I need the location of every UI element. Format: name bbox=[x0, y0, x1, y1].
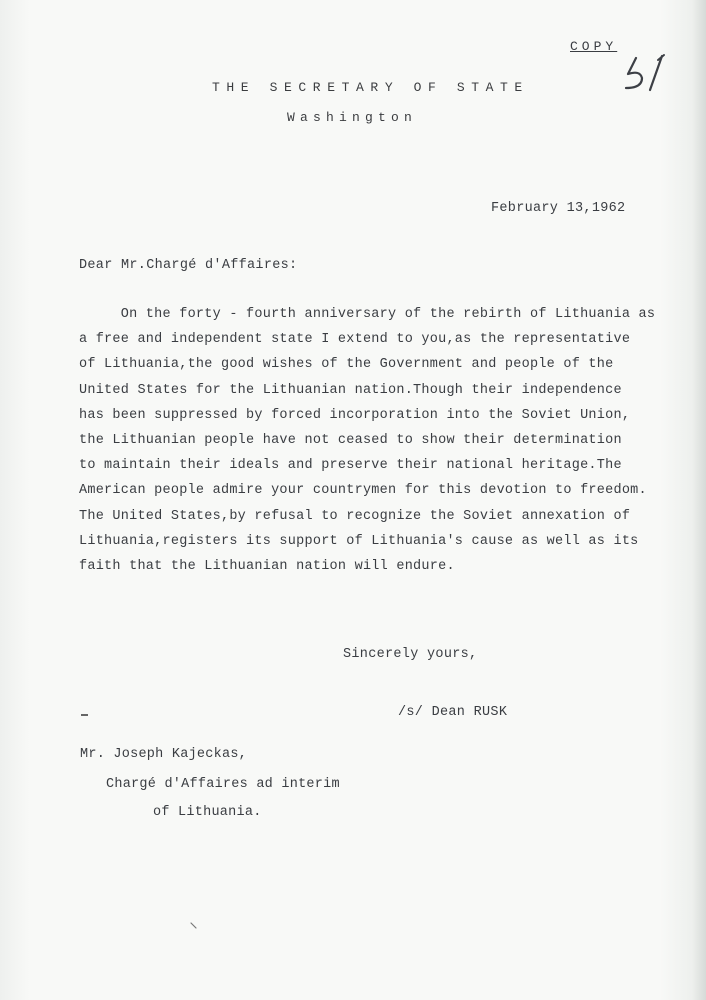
closing: Sincerely yours, bbox=[343, 647, 478, 662]
letter-date: February 13,1962 bbox=[491, 201, 626, 216]
body-line: American people admire your countrymen for this devotion to freedom. bbox=[79, 483, 647, 499]
handwritten-page-number-mark bbox=[622, 52, 674, 94]
body-line: The United States,by refusal to recognize the Soviet annexation of bbox=[79, 508, 631, 524]
letterhead-title: THE SECRETARY OF STATE bbox=[212, 80, 529, 95]
letter-body bbox=[79, 302, 679, 579]
signature: /s/ Dean RUSK bbox=[398, 705, 508, 720]
salutation: Dear Mr.Chargé d'Affaires: bbox=[79, 258, 298, 273]
body-line: faith that the Lithuanian nation will endure. bbox=[79, 558, 455, 574]
body-line: to maintain their ideals and preserve their national heritage.The bbox=[79, 458, 622, 474]
page-edge-shadow bbox=[692, 0, 706, 1000]
copy-mark: COPY bbox=[570, 39, 618, 54]
addressee-name: Mr. Joseph Kajeckas, bbox=[80, 747, 248, 762]
body-line: of Lithuania,the good wishes of the Government and people of the bbox=[79, 357, 614, 373]
body-line: has been suppressed by forced incorporation into the Soviet Union, bbox=[79, 407, 631, 423]
stray-tick-mark bbox=[190, 922, 198, 930]
body-line: a free and independent state I extend to you,as the representative bbox=[79, 332, 631, 348]
body-line: Lithuania,registers its support of Lithuania's cause as well as its bbox=[79, 533, 639, 549]
body-line: On the forty - fourth anniversary of the rebirth of Lithuania as bbox=[79, 307, 656, 322]
body-line: the Lithuanian people have not ceased to show their determination bbox=[79, 432, 622, 448]
stray-ink-mark bbox=[81, 714, 88, 716]
body-line: United States for the Lithuanian nation.Though their independence bbox=[79, 382, 622, 398]
addressee-title: Chargé d'Affaires ad interim bbox=[106, 777, 340, 792]
addressee-country: of Lithuania. bbox=[153, 805, 262, 820]
letterhead-city: Washington bbox=[287, 110, 418, 125]
